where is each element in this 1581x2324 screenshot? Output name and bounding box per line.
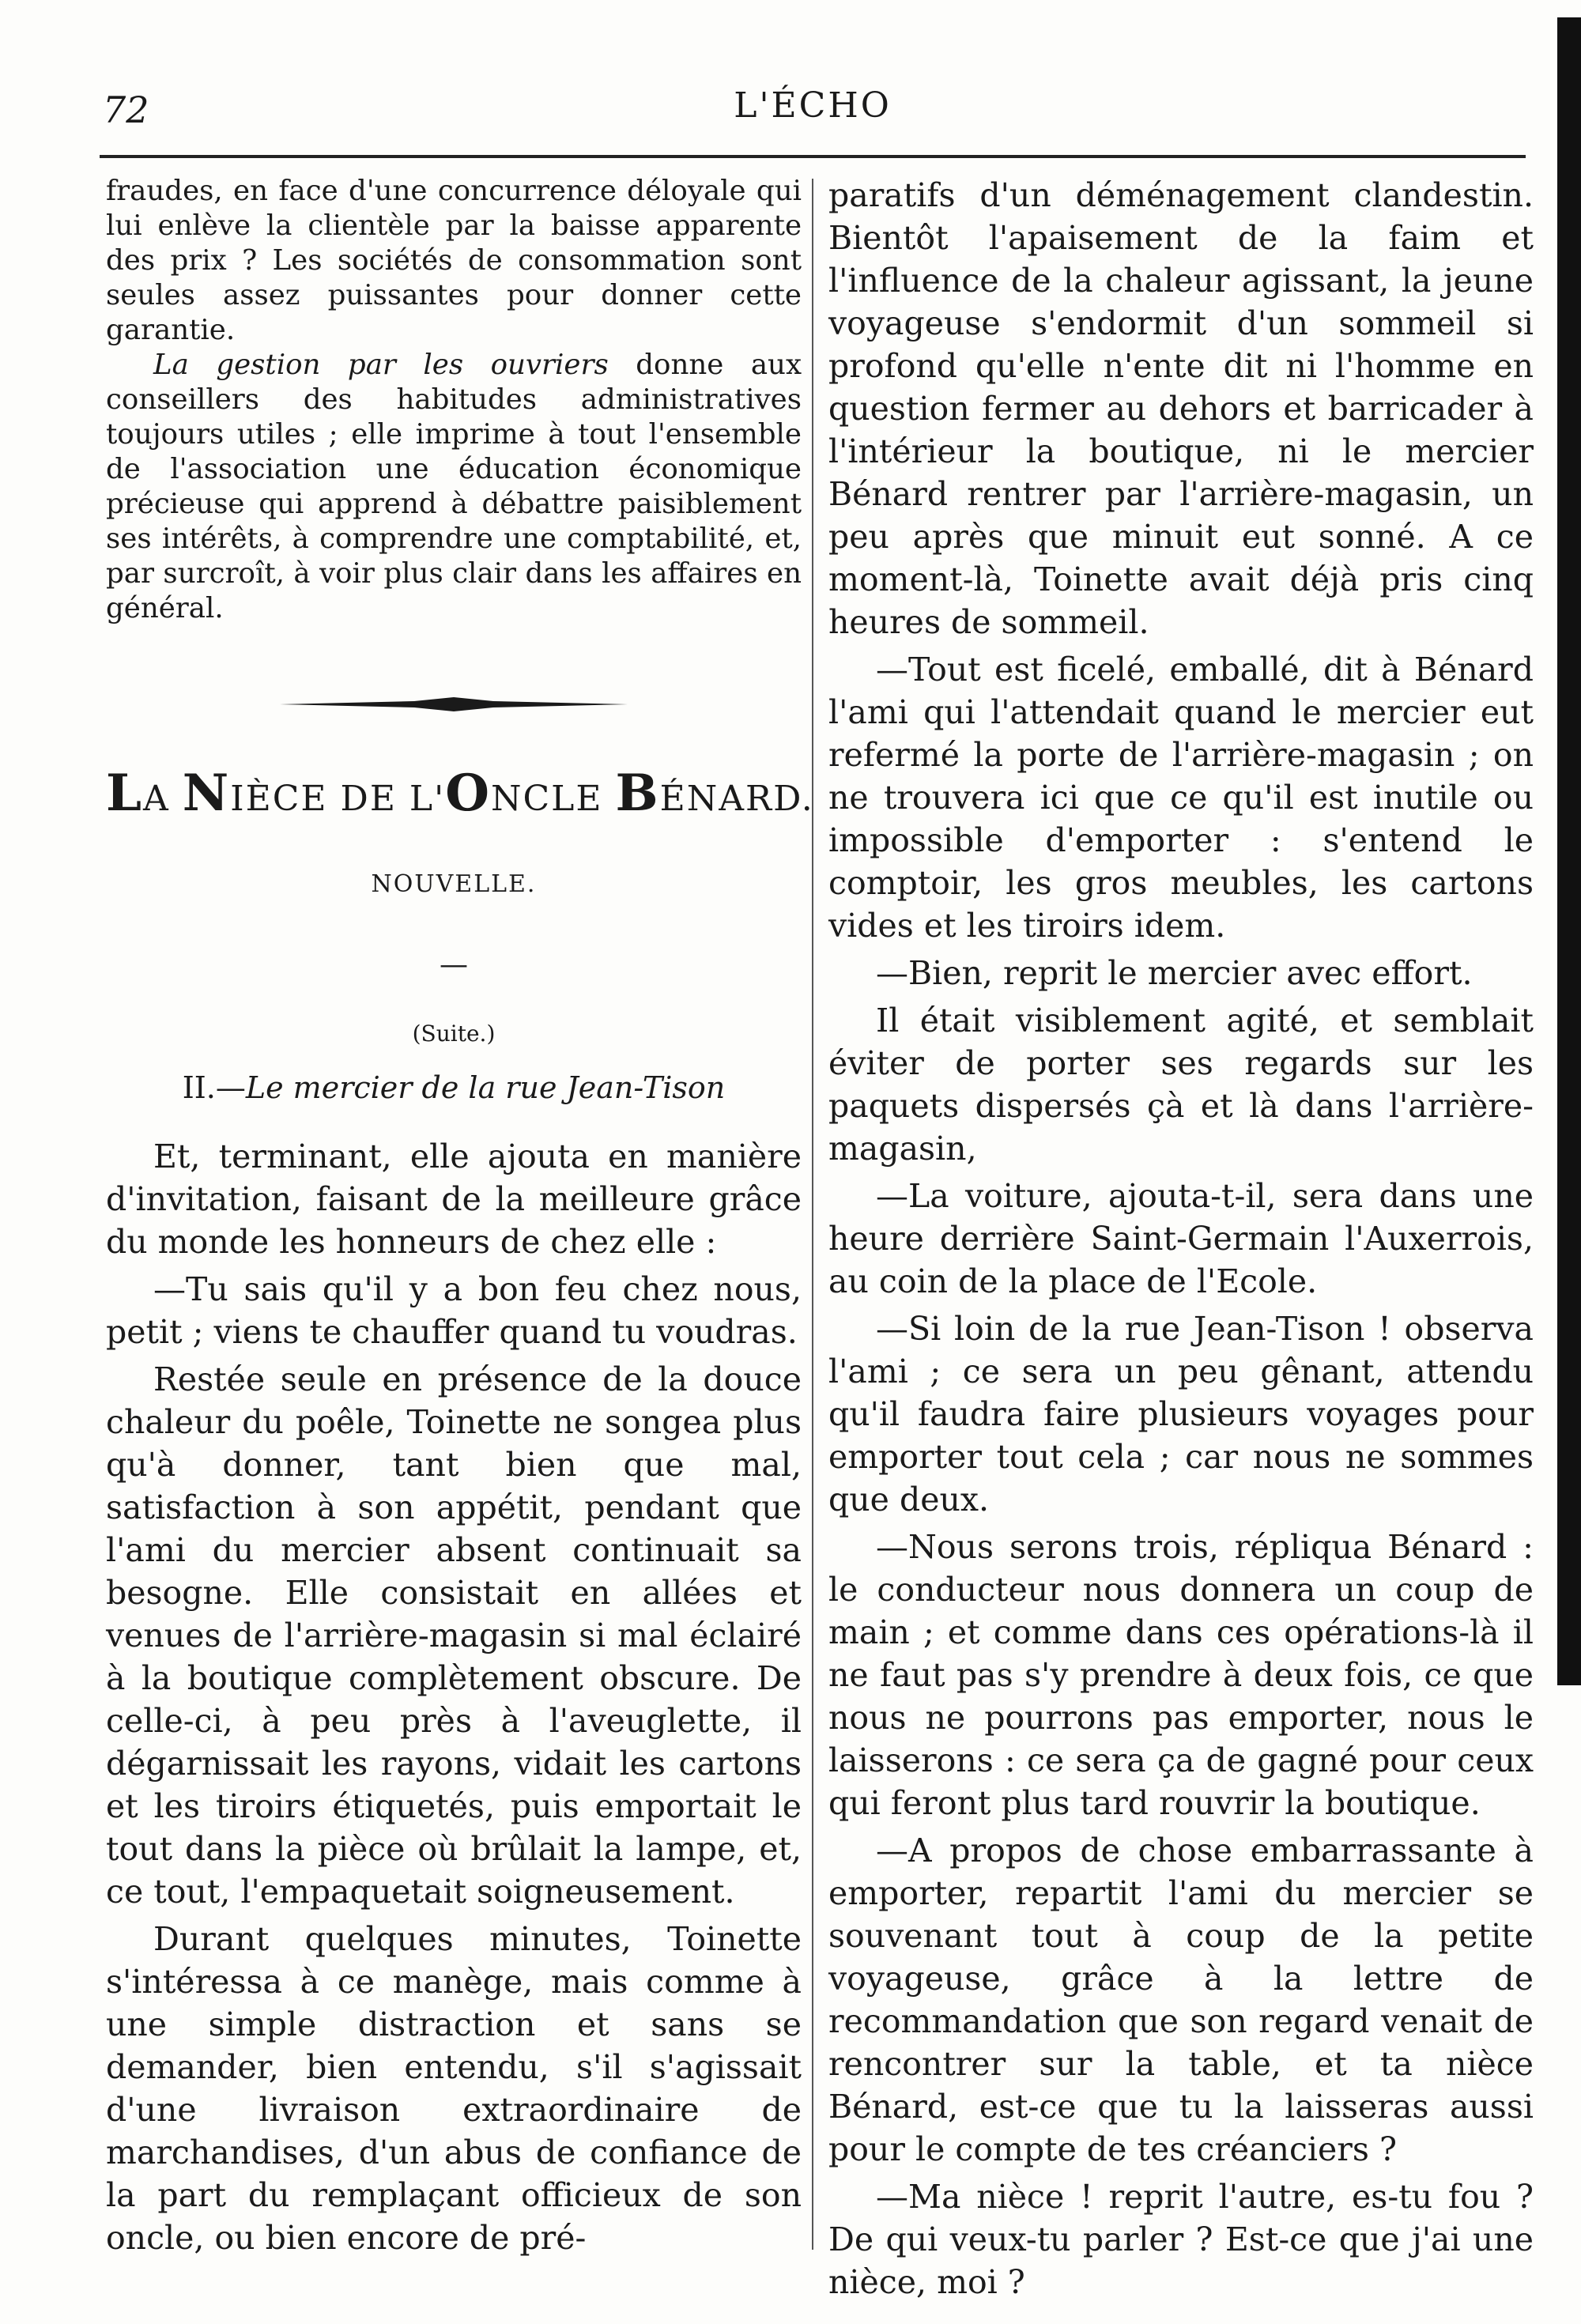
chapter-heading xyxy=(106,1070,802,1105)
gestion-rest: donne aux conseillers des habitudes administratives toujours utiles ; elle imprime à tout l'ensemble de l'association une éducation économique précieuse qui apprend à débattre paisiblement ses intérêts, à comprendre une comptabilité, et, par surcroît, à voir plus clair dans les affaires en général. xyxy=(106,349,802,624)
page-number: 72 xyxy=(103,89,149,131)
story-paragraph: Restée seule en présence de la douce chaleur du poêle, Toinette ne songea plus qu'à donner, tant bien que mal, satisfaction à son appétit, pendant que l'ami du mercier absent continuait sa besogne. Elle consistait en allées et venues de l'arrière-magasin si mal éclairé à la boutique complètement obscure. De celle-ci, à peu près à l'aveuglette, il dégarnissait les rayons, vidait les cartons et les tiroirs étiquetés, puis emportait le tout dans la pièce où brûlait la lampe, et, ce tout, l'empaquetait soigneusement. xyxy=(106,1360,802,1911)
section-ornament xyxy=(280,694,628,715)
gestion-paragraph xyxy=(106,348,802,626)
story-paragraph: —A propos de chose embarrassante à emporter, repartit l'ami du mercier se souvenant tout à coup de la petite voyageuse, grâce à la lettre de recommandation que son regard venait de rencontrer sur la table, et ta nièce Bénard, est-ce que tu la laisseras aussi pour le compte de tes créanciers ? xyxy=(828,1832,1534,2168)
story-paragraph: —Nous serons trois, répliqua Bénard : le conducteur nous donnera un coup de main ; et comme dans ces opérations-là il ne faut pas s'y prendre à deux fois, ce que nous ne pourrons pas emporter, nous le laisserons : ce sera ça de gagné pour ceux qui feront plus tard rouvrir la boutique. xyxy=(828,1528,1534,1822)
story-paragraph: Il était visiblement agité, et semblait éviter de porter ses regards sur les paquets dispersés çà et là dans l'arrière-magasin, xyxy=(828,1002,1534,1168)
story-paragraph: Et, terminant, elle ajouta en manière d'invitation, faisant de la meilleure grâce du monde les honneurs de chez elle : xyxy=(106,1137,802,1261)
story-genre: NOUVELLE. xyxy=(371,870,537,898)
left-column xyxy=(106,174,814,2259)
story-paragraph: Durant quelques minutes, Toinette s'intéressa à ce manège, mais comme à une simple distraction et sans se demander, bien entendu, s'il s'agissait d'une livraison extraordinaire de marchandises, d'un abus de confiance de la part du remplaçant officieux de son oncle, ou bien encore de pré- xyxy=(106,1920,802,2257)
page-header xyxy=(100,85,1526,141)
intro-paragraph: fraudes, en face d'une concurrence déloyale qui lui enlève la clientèle par la baisse apparente des prix ? Les sociétés de consommation sont seules assez puissantes pour donner cette garantie. xyxy=(106,175,802,346)
story-paragraph: paratifs d'un déménagement clandestin. Bientôt l'apaisement de la faim et l'influence de la chaleur agissant, la jeune voyageuse s'endormit d'un sommeil si profond qu'elle n'ente dit ni l'homme en question fermer au dehors et barricader à l'intérieur la boutique, ni le mercier Bénard rentrer par l'arrière-magasin, un peu après que minuit eut sonné. A ce moment-là, Toinette avait déjà pris cinq heures de sommeil. xyxy=(828,176,1534,641)
story-paragraph: —Si loin de la rue Jean-Tison ! observa l'ami ; ce sera un peu gênant, attendu qu'il faudra faire plusieurs voyages pour emporter tout cela ; car nous ne sommes que deux. xyxy=(828,1310,1534,1519)
gestion-lead: La gestion par les ouvriers xyxy=(153,349,609,381)
column-divider xyxy=(812,179,813,2250)
running-title: L'ÉCHO xyxy=(734,85,892,126)
header-rule xyxy=(100,155,1526,158)
chapter-title: Le mercier de la rue Jean-Tison xyxy=(245,1070,726,1105)
right-column xyxy=(828,174,1534,2303)
story-paragraph: —La voiture, ajouta-t-il, sera dans une heure derrière Saint-Germain l'Auxerrois, au coin de la place de l'Ecole. xyxy=(828,1177,1534,1300)
story-paragraph: —Ma nièce ! reprit l'autre, es-tu fou ? De qui veux-tu parler ? Est-ce que j'ai une nièce, moi ? xyxy=(828,2178,1534,2301)
continuation-note: (Suite.) xyxy=(412,1021,496,1047)
story-title: LA NIÈCE DE L'ONCLE BÉNARD. xyxy=(106,764,814,823)
story-paragraph: —Bien, reprit le mercier avec effort. xyxy=(876,954,1473,992)
story-paragraph: —Tu sais qu'il y a bon feu chez nous, petit ; viens te chauffer quand tu voudras. xyxy=(106,1270,802,1351)
chapter-number: II.— xyxy=(182,1070,246,1105)
page-edge-bar xyxy=(1557,17,1581,1685)
story-paragraph: —Tout est ficelé, emballé, dit à Bénard l'ami qui l'attendait quand le mercier eut refermé la porte de l'arrière-magasin ; on ne trouvera ici que ce qu'il est inutile ou impossible d'emporter : s'entend le comptoir, les gros meubles, les cartons vides et les tiroirs idem. xyxy=(828,651,1534,945)
separator-dash: — xyxy=(440,949,468,981)
